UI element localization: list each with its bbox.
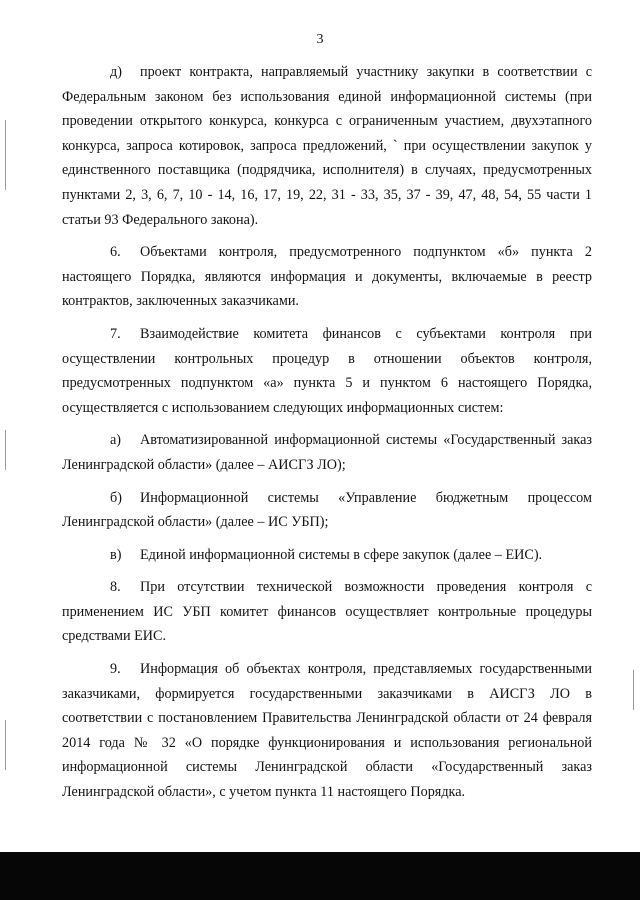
paragraph-text: Информационной системы «Управление бюджетным процессом Ленинградской области» (далее – ИС УБП);	[62, 489, 592, 531]
paragraph-number: 9.	[110, 661, 121, 678]
paragraph-7	[62, 322, 592, 420]
document-body	[62, 60, 592, 813]
paragraph-text: проект контракта, направляемый участнику закупки в соответствии с Федеральным законом без использования единой информационной системы (при проведении открытого конкурса, конкурса с ограниченным участием, двухэтапного конкурса, запроса котировок, запроса предложений, ` при осуществлении закупок у единственного поставщика (подрядчика, исполнителя) в случаях, предусмотренных пунктами 2, 3, 6, 7, 10 - 14, 16, 17, 19, 22, 31 - 33, 35, 37 - 39, 47, 48, 54, 55 части 1 статьи 93 Федерального закона).	[62, 64, 592, 228]
paragraph-number: 8.	[110, 579, 121, 596]
scan-edge-mark	[5, 720, 6, 770]
paragraph-text: Единой информационной системы в сфере закупок (далее – ЕИС).	[140, 546, 543, 563]
paragraph-d	[62, 60, 592, 232]
paragraph-number: 6.	[110, 244, 121, 261]
paragraph-6	[62, 240, 592, 314]
scan-bottom-bar	[0, 852, 640, 900]
paragraph-number: а)	[110, 432, 122, 449]
scan-edge-mark	[5, 120, 6, 190]
paragraph-a	[62, 428, 592, 477]
paragraph-text: Информация об объектах контроля, представляемых государственными заказчиками, формируется государственными заказчиками в АИСГЗ ЛО в соответствии с постановлением Правительства Ленинградской области от 24 февраля 2014 года № 32 «О порядке функционирования и использования региональной информационной системы Ленинградской области «Государственный заказ Ленинградской области», с учетом пункта 11 настоящего Порядка.	[62, 661, 592, 801]
scan-edge-mark	[633, 670, 634, 710]
paragraph-v	[62, 543, 592, 568]
paragraph-number: 7.	[110, 325, 121, 342]
paragraph-text: Автоматизированной информационной системы «Государственный заказ Ленинградской области» (далее – АИСГЗ ЛО);	[62, 432, 592, 473]
paragraph-number: д)	[110, 64, 122, 80]
paragraph-9	[62, 657, 592, 805]
paragraph-text: Объектами контроля, предусмотренного подпунктом «б» пункта 2 настоящего Порядка, являются информация и документы, включаемые в реестр контрактов, заключенных заказчиками.	[62, 244, 592, 310]
paragraph-text: Взаимодействие комитета финансов с субъектами контроля при осуществлении контрольных процедур в отношении объектов контроля, предусмотренных подпунктом «а» пункта 5 и пунктом 6 настоящего Порядка, осуществляется с использованием следующих информационных систем:	[62, 325, 592, 416]
paragraph-8	[62, 575, 592, 649]
paragraph-number: в)	[110, 546, 122, 563]
paragraph-text: При отсутствии технической возможности проведения контроля с применением ИС УБП комитет финансов осуществляет контрольные процедуры средствами ЕИС.	[62, 579, 592, 645]
scan-edge-mark	[5, 430, 6, 470]
paragraph-number: б)	[110, 489, 122, 506]
paragraph-b	[62, 486, 592, 535]
page-number: 3	[316, 32, 324, 47]
